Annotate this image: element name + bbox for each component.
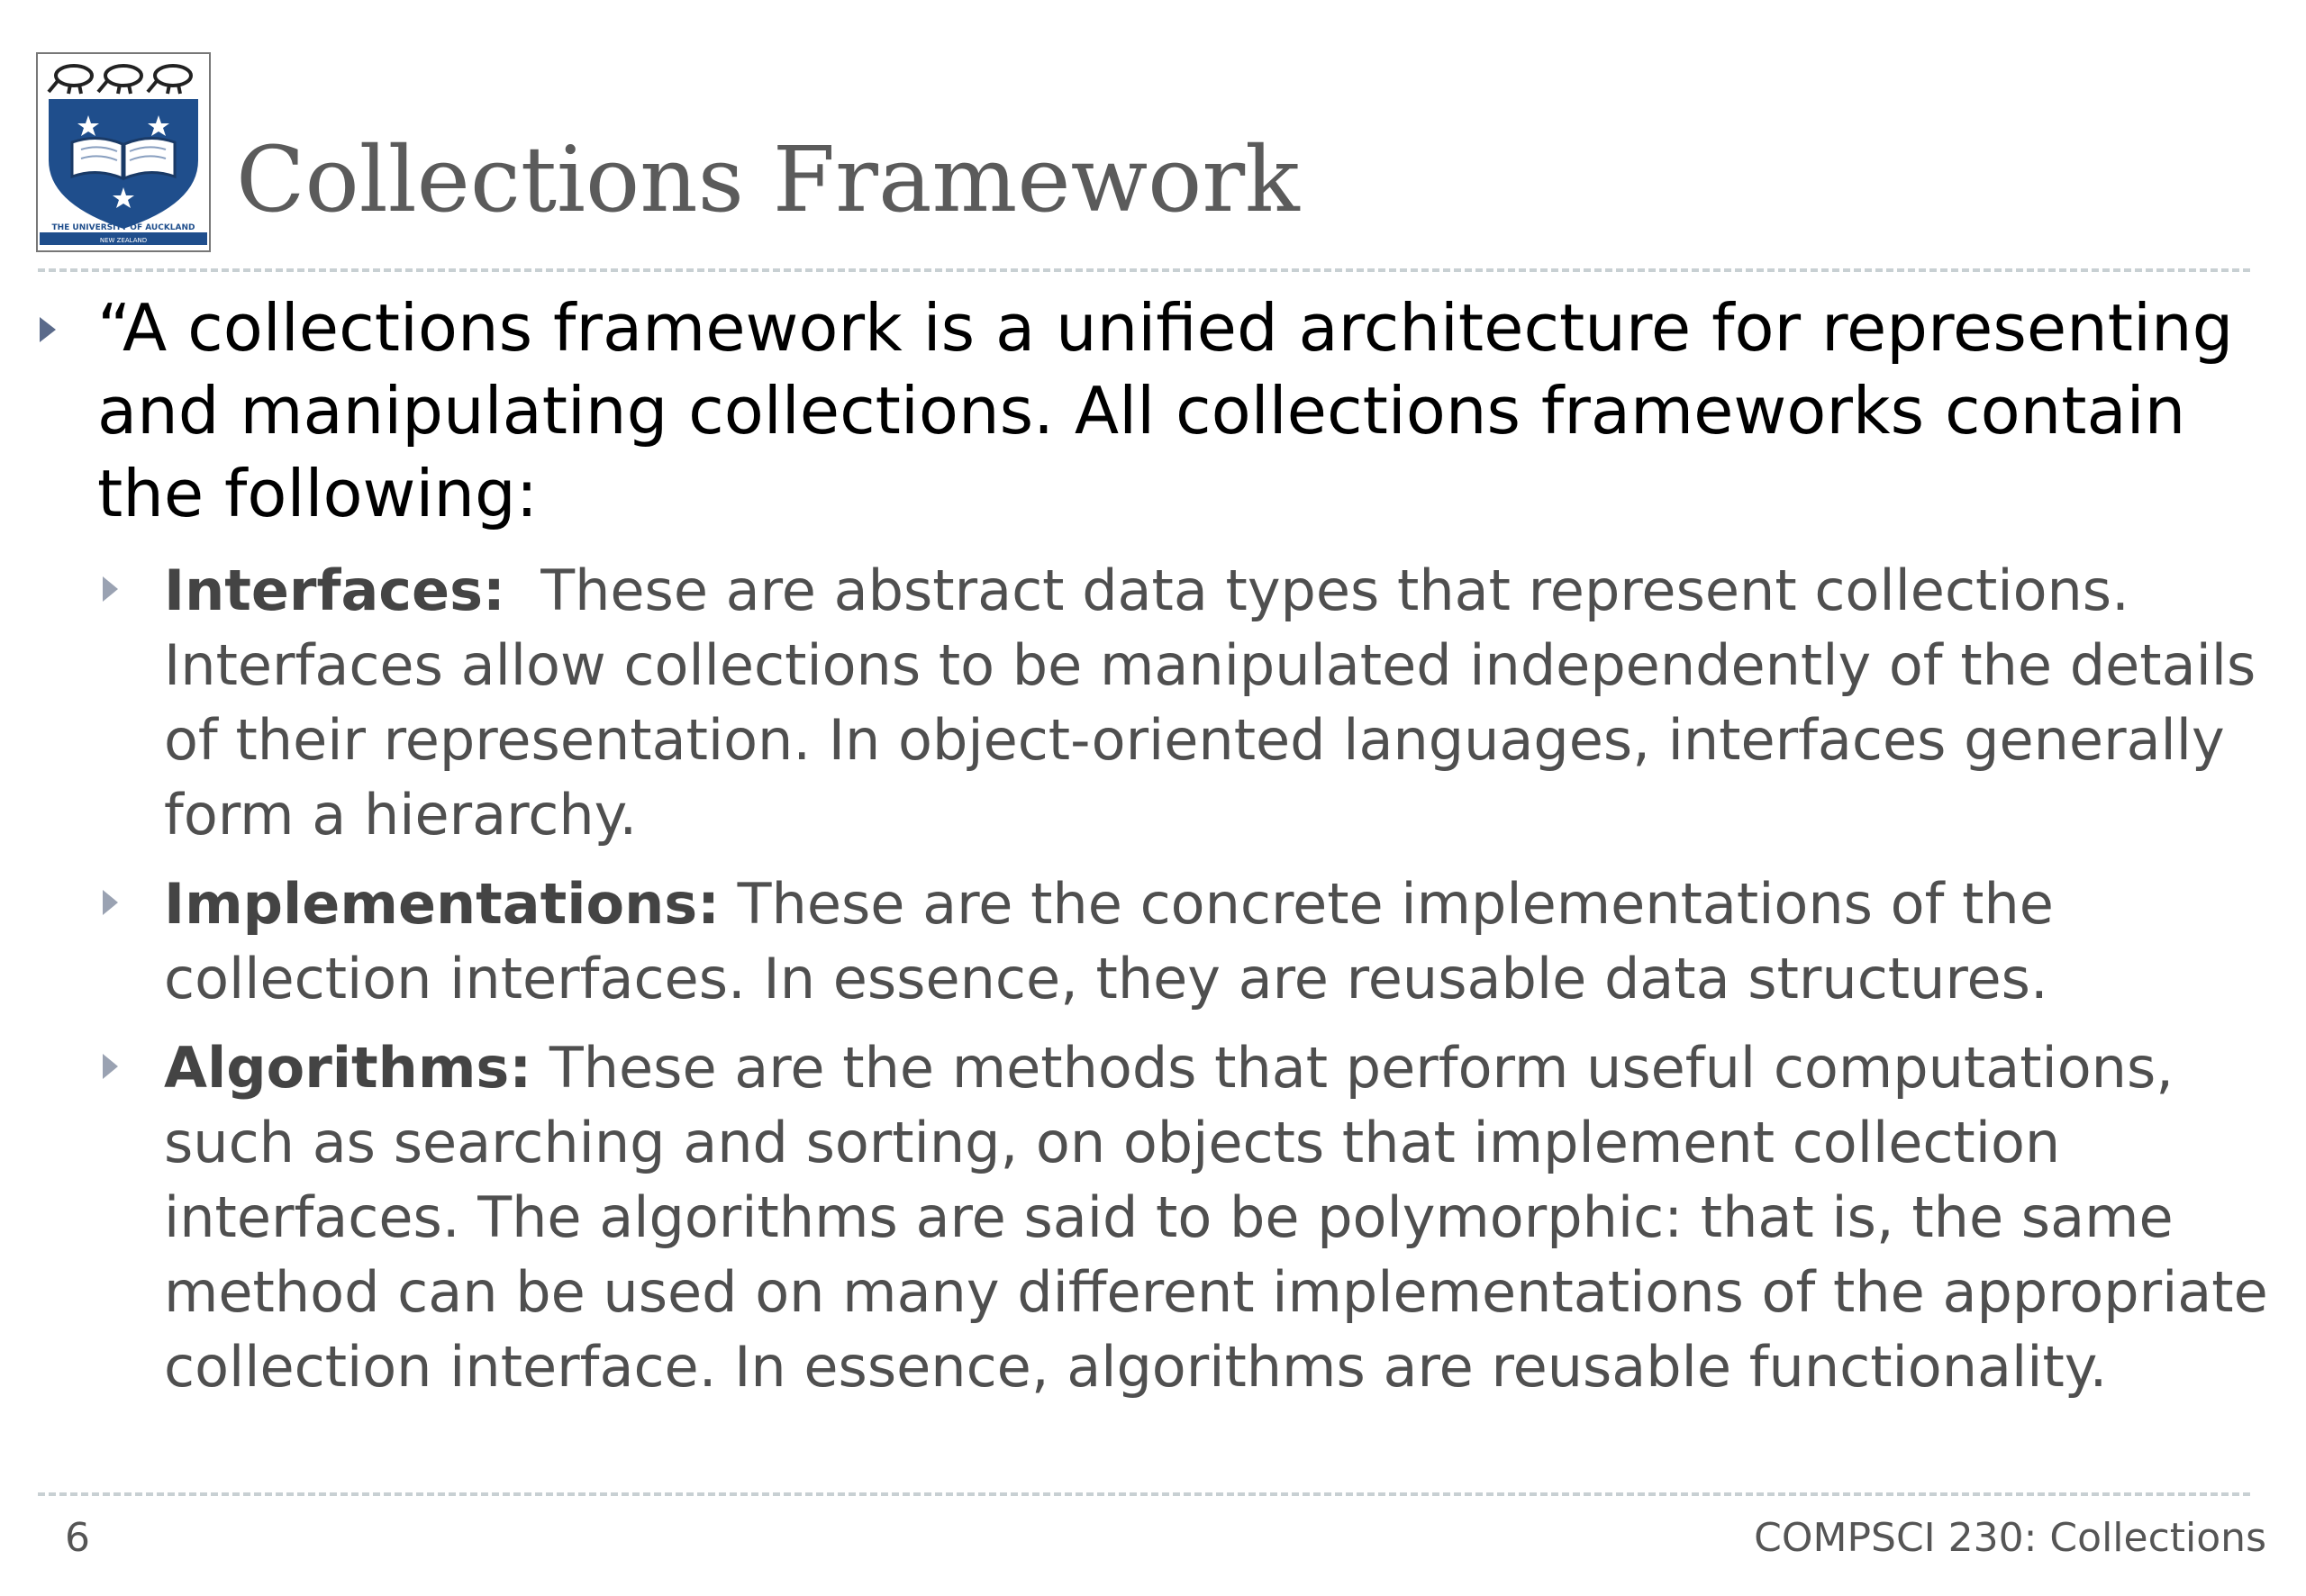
list-item-description: These are the methods that perform useful computations, such as searching and sorting, on objects that implement collection interfaces. The algorithms are said to be polymorphic: that is, the same method can be used on many different implementations of the appropriate collection interface. In essence, algorithms are reusable functionality. xyxy=(164,1035,2268,1400)
top-divider xyxy=(38,268,2250,272)
list-item-algorithms xyxy=(164,1030,2281,1404)
sub-bullet-triangle-icon xyxy=(103,576,118,602)
list-item-description: These are abstract data types that represent collections. Interfaces allow collections to be manipulated independently of the details of their representation. In object-oriented languages, interfaces generally form a hierarchy. xyxy=(164,558,2256,848)
intro-paragraph: “A collections framework is a unified architecture for representing and manipulating collections. All collections frameworks contain the following: xyxy=(97,290,2234,531)
sub-bullet-triangle-icon xyxy=(103,890,118,915)
list-item-implementations xyxy=(164,866,2281,1016)
university-crest-icon xyxy=(36,52,211,252)
bullet-triangle-icon xyxy=(40,317,56,342)
book-icon xyxy=(72,138,175,178)
list-item-interfaces xyxy=(164,553,2281,852)
list-item-description: These are the concrete implementations of the collection interfaces. In essence, they are reusable data structures. xyxy=(164,871,2054,1011)
sub-bullet-triangle-icon xyxy=(103,1054,118,1079)
list-item-term: Interfaces: xyxy=(164,558,505,623)
list-item-term: Implementations: xyxy=(164,871,720,937)
slide-title: Collections Framework xyxy=(236,127,1300,232)
crest-text-line-1: THE UNIVERSITY OF AUCKLAND xyxy=(51,223,195,232)
page-number: 6 xyxy=(65,1515,90,1561)
course-label: COMPSCI 230: Collections xyxy=(1754,1515,2266,1561)
crest-text-line-2: NEW ZEALAND xyxy=(99,237,148,244)
bottom-divider xyxy=(38,1492,2250,1496)
list-item-term: Algorithms: xyxy=(164,1035,532,1101)
university-logo xyxy=(36,52,211,252)
